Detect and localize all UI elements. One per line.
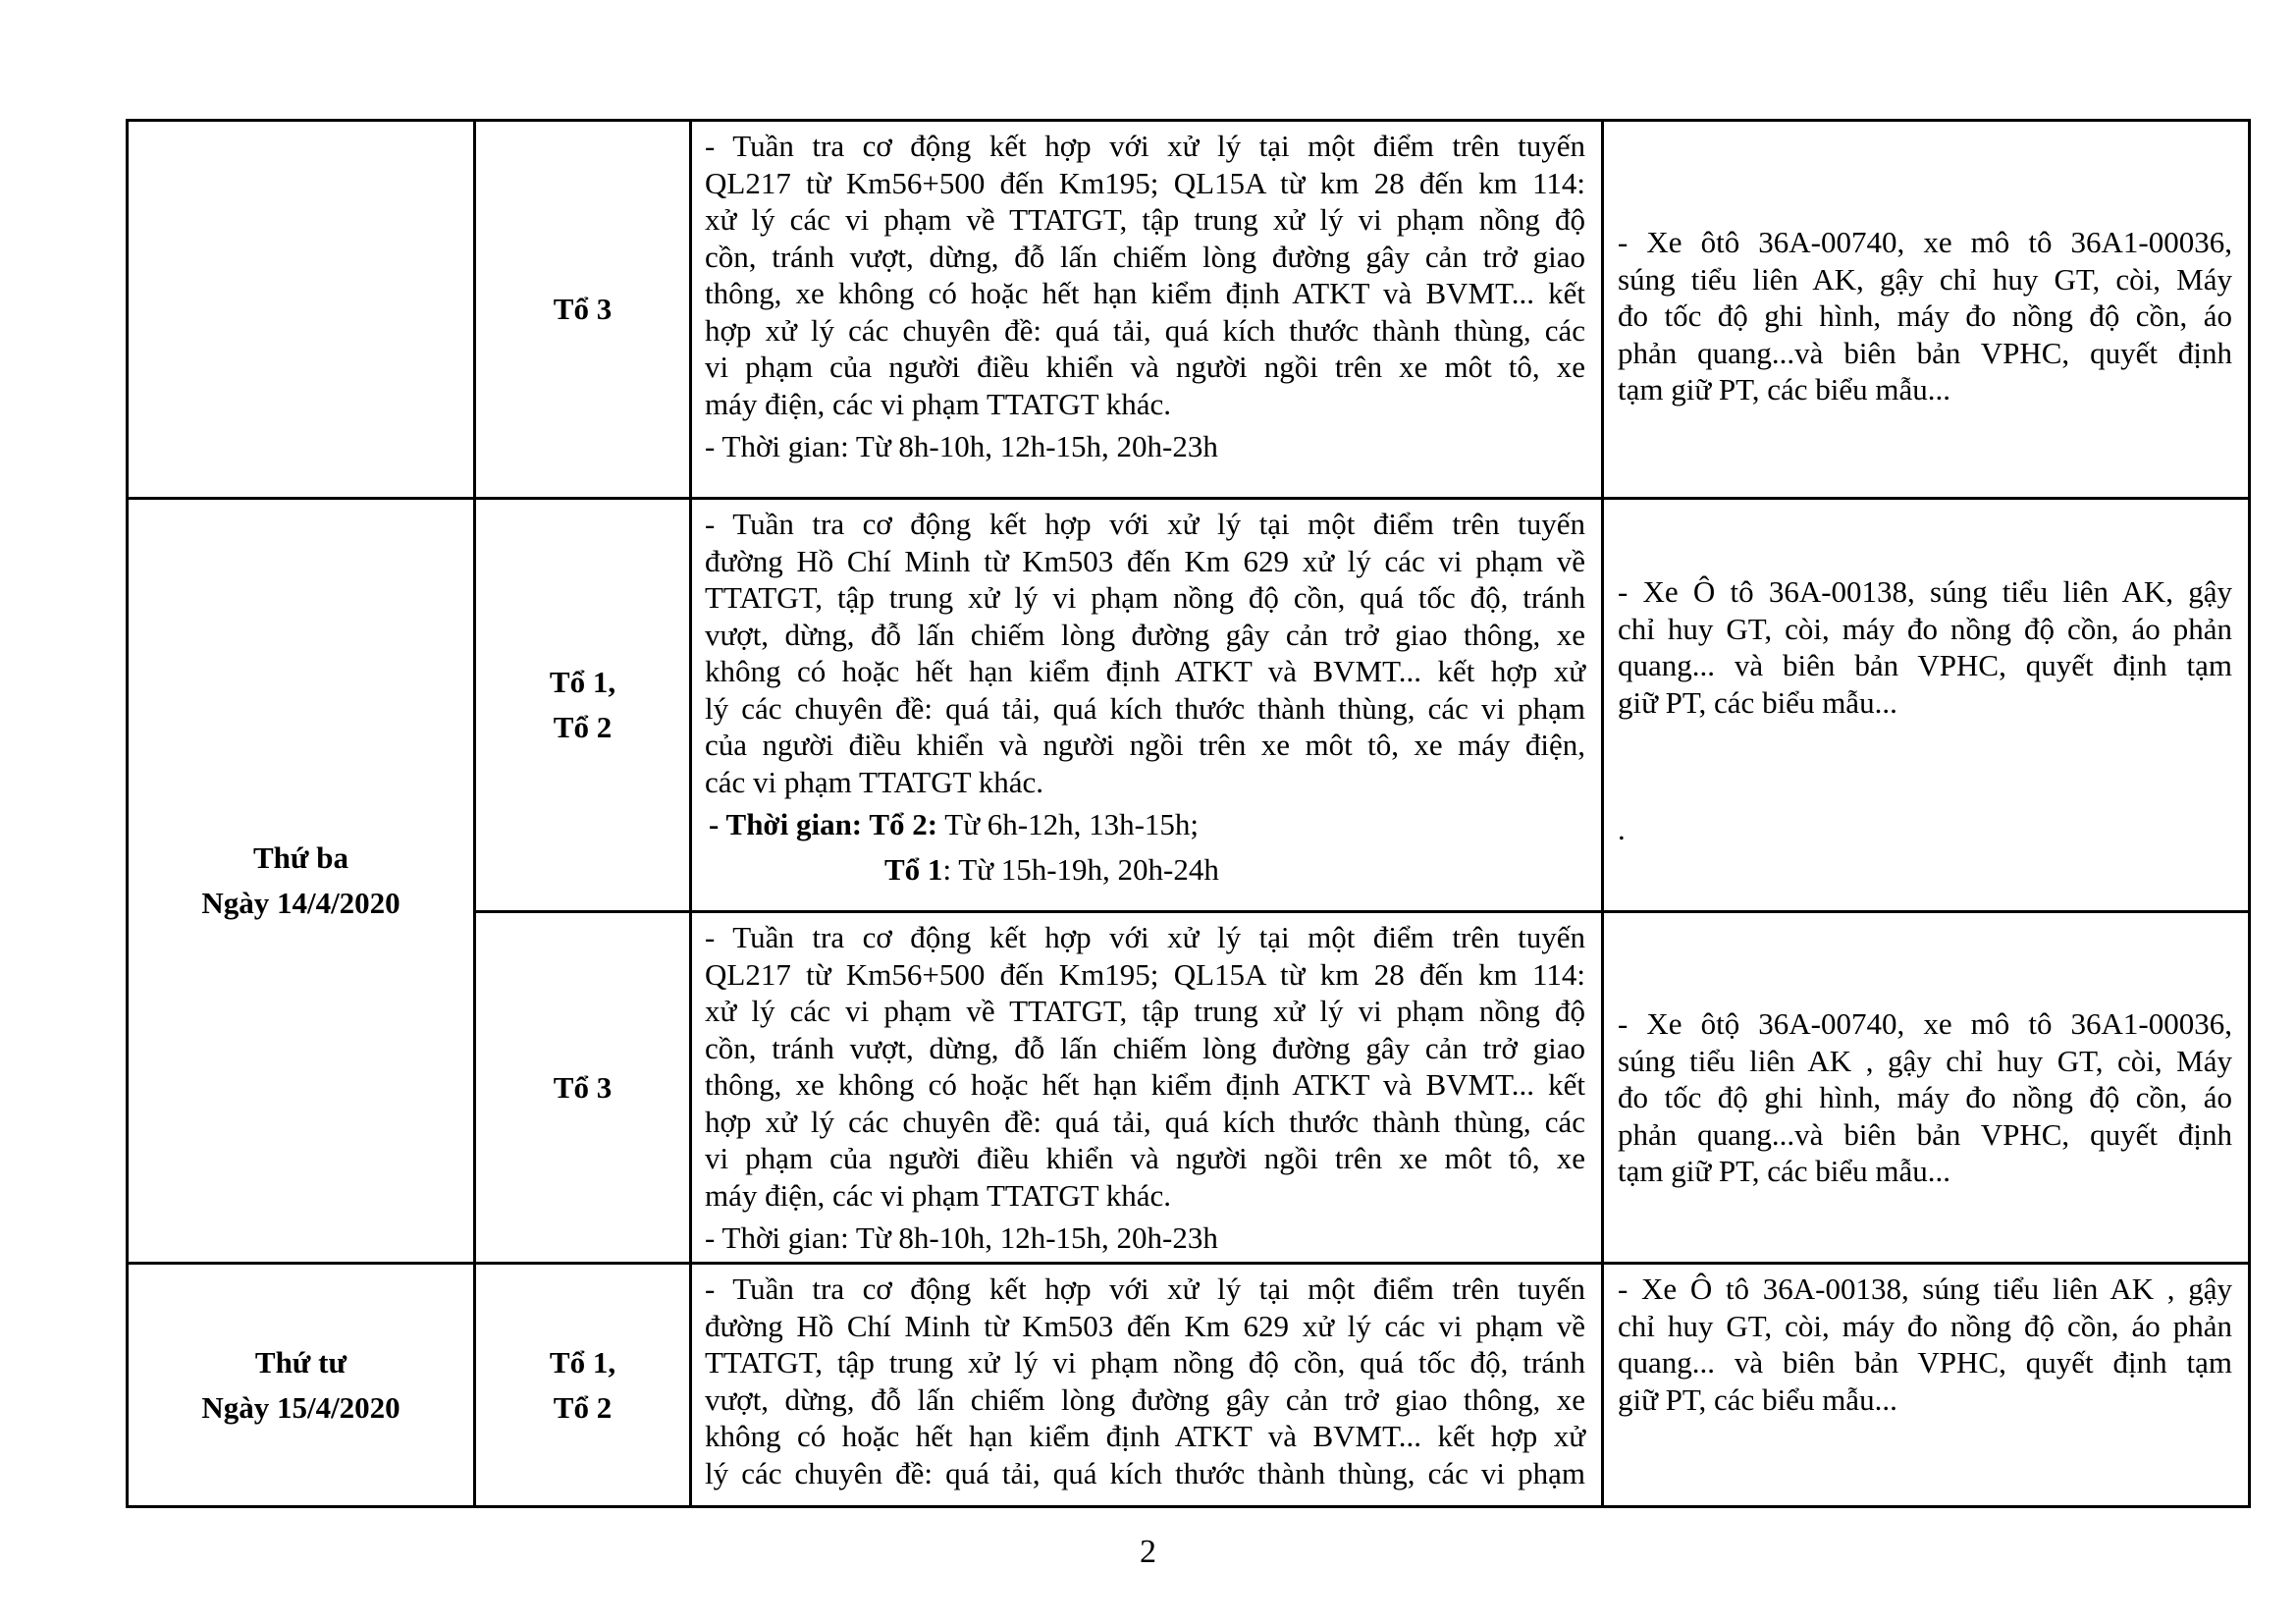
time-label: Tổ 1 bbox=[884, 851, 943, 887]
task-line: - Tuần tra cơ động kết hợp với xử lý tại một điểm trên tuyến bbox=[705, 920, 1585, 954]
task-line: không có hoặc hết hạn kiểm định ATKT và BVMT... kết hợp xử bbox=[705, 1419, 1585, 1453]
table-border-right bbox=[2248, 119, 2251, 1508]
task-line: TTATGT, tập trung xử lý vi phạm nồng độ cồn, quá tốc độ, tránh bbox=[705, 1345, 1585, 1380]
day-date: Ngày 14/4/2020 bbox=[201, 886, 400, 920]
task-line: cồn, tránh vượt, dừng, đỗ lấn chiếm lòng đường gây cản trở giao bbox=[705, 1030, 1585, 1065]
team-label: Tổ 1, bbox=[549, 665, 616, 699]
team-cell bbox=[476, 500, 689, 910]
equipment-line: chỉ huy GT, còi, máy đo nồng độ cồn, áo phản bbox=[1618, 1308, 2232, 1343]
equipment-line: - Xe Ô tô 36A-00138, súng tiểu liên AK, gậy bbox=[1618, 574, 2232, 609]
team-label: Tổ 2 bbox=[553, 1389, 613, 1425]
task-line: không có hoặc hết hạn kiểm định ATKT và BVMT... kết hợp xử bbox=[705, 654, 1585, 688]
table-border-top bbox=[126, 119, 2251, 122]
task-line: thông, xe không có hoặc hết hạn kiểm định ATKT và BVMT... kết bbox=[705, 276, 1585, 310]
equipment-line: súng tiểu liên AK, gậy chỉ huy GT, còi, Máy bbox=[1618, 261, 2232, 297]
team-cell bbox=[476, 913, 689, 1262]
task-line: QL217 từ Km56+500 đến Km195; QL15A từ km 28 đến km 114: bbox=[705, 165, 1585, 200]
task-line: đường Hồ Chí Minh từ Km503 đến Km 629 xử lý các vi phạm về bbox=[705, 1308, 1585, 1343]
task-line: thông, xe không có hoặc hết hạn kiểm định ATKT và BVMT... kết bbox=[705, 1067, 1585, 1102]
team-cell bbox=[476, 122, 689, 497]
equipment-cell bbox=[1618, 1005, 2232, 1190]
time-schedule: - Thời gian: Từ 8h-10h, 12h-15h, 20h-23h bbox=[705, 429, 1218, 463]
row-divider bbox=[473, 910, 2251, 913]
equipment-line: phản quang...và biên bản VPHC, quyết định bbox=[1618, 335, 2232, 370]
task-line: - Tuần tra cơ động kết hợp với xử lý tại một điểm trên tuyến bbox=[705, 507, 1585, 541]
time-value: : Từ 15h-19h, 20h-24h bbox=[942, 851, 1219, 887]
task-line: lý các chuyên đề: quá tải, quá kích thước thành thùng, các vi phạm bbox=[705, 1455, 1585, 1490]
equipment-dot: . bbox=[1618, 812, 1626, 846]
task-line: QL217 từ Km56+500 đến Km195; QL15A từ km 28 đến km 114: bbox=[705, 956, 1585, 992]
task-line: các vi phạm TTATGT khác. bbox=[705, 764, 1044, 799]
task-cell bbox=[705, 128, 1585, 465]
equipment-line: - Xe ôtô 36A-00740, xe mô tô 36A1-00036, bbox=[1618, 225, 2232, 259]
task-line: vi phạm của người điều khiển và người ngồi trên xe môt tô, xe bbox=[705, 350, 1585, 384]
day-cell bbox=[129, 1265, 473, 1505]
day-date: Ngày 15/4/2020 bbox=[201, 1389, 400, 1425]
equipment-cell bbox=[1618, 573, 2232, 721]
task-line: xử lý các vi phạm về TTATGT, tập trung xử lý vi phạm nồng độ bbox=[705, 202, 1585, 237]
time-schedule-2 bbox=[705, 851, 1585, 889]
equipment-note bbox=[1618, 811, 1657, 848]
equipment-cell bbox=[1618, 1271, 2232, 1418]
task-line: cồn, tránh vượt, dừng, đỗ lấn chiếm lòng đường gây cản trở giao bbox=[705, 239, 1585, 274]
page-number: 2 bbox=[1140, 1534, 1156, 1570]
equipment-line: tạm giữ PT, các biểu mẫu... bbox=[1618, 1154, 1951, 1188]
column-divider bbox=[1601, 119, 1604, 1508]
task-line: của người điều khiển và người ngồi trên xe môt tô, xe máy điện, bbox=[705, 728, 1585, 762]
team-label: Tổ 2 bbox=[553, 710, 613, 744]
task-line: máy điện, các vi phạm TTATGT khác. bbox=[705, 1177, 1172, 1213]
task-cell bbox=[705, 506, 1585, 888]
equipment-line: phản quang...và biên bản VPHC, quyết định bbox=[1618, 1116, 2232, 1152]
equipment-cell bbox=[1618, 224, 2232, 408]
task-line: - Tuần tra cơ động kết hợp với xử lý tại một điểm trên tuyến bbox=[705, 1272, 1585, 1306]
time-schedule bbox=[705, 806, 1585, 843]
task-line: máy điện, các vi phạm TTATGT khác. bbox=[705, 386, 1172, 421]
equipment-line: đo tốc độ ghi hình, máy đo nồng độ cồn, áo bbox=[1618, 1080, 2232, 1114]
equipment-line: - Xe ôtộ 36A-00740, xe mô tô 36A1-00036, bbox=[1618, 1006, 2232, 1041]
day-cell bbox=[129, 500, 473, 1262]
task-cell bbox=[705, 1271, 1585, 1491]
day-name: Thứ ba bbox=[252, 840, 348, 875]
task-cell bbox=[705, 919, 1585, 1257]
equipment-line: súng tiểu liên AK , gậy chỉ huy GT, còi, Máy bbox=[1618, 1043, 2232, 1078]
team-label: Tổ 1, bbox=[549, 1344, 616, 1380]
time-value: Từ 6h-12h, 13h-15h; bbox=[937, 807, 1200, 841]
equipment-line: giữ PT, các biểu mẫu... bbox=[1618, 1381, 1897, 1417]
time-schedule: - Thời gian: Từ 8h-10h, 12h-15h, 20h-23h bbox=[705, 1220, 1218, 1255]
equipment-line: chỉ huy GT, còi, máy đo nồng độ cồn, áo phản bbox=[1618, 611, 2232, 646]
task-line: đường Hồ Chí Minh từ Km503 đến Km 629 xử lý các vi phạm về bbox=[705, 543, 1585, 578]
equipment-line: tạm giữ PT, các biểu mẫu... bbox=[1618, 372, 1951, 406]
equipment-line: quang... và biên bản VPHC, quyết định tạm bbox=[1618, 1345, 2232, 1380]
equipment-line: quang... và biên bản VPHC, quyết định tạm bbox=[1618, 648, 2232, 682]
team-label: Tổ 3 bbox=[553, 1069, 613, 1105]
equipment-line: - Xe Ô tô 36A-00138, súng tiểu liên AK , gậy bbox=[1618, 1272, 2232, 1306]
task-line: vượt, dừng, đỗ lấn chiếm lòng đường gây cản trở giao thông, xe bbox=[705, 617, 1585, 652]
table-border-bottom bbox=[126, 1505, 2251, 1508]
column-divider bbox=[689, 119, 692, 1508]
day-name: Thứ tư bbox=[254, 1344, 347, 1380]
team-label: Tổ 3 bbox=[553, 292, 613, 326]
task-line: vi phạm của người điều khiển và người ngồi trên xe môt tô, xe bbox=[705, 1141, 1585, 1175]
task-line: lý các chuyên đề: quá tải, quá kích thước thành thùng, các vi phạm bbox=[705, 690, 1585, 726]
team-cell bbox=[476, 1265, 689, 1505]
task-line: TTATGT, tập trung xử lý vi phạm nồng độ cồn, quá tốc độ, tránh bbox=[705, 580, 1585, 615]
time-label: - Thời gian: Tổ 2: bbox=[709, 807, 938, 841]
task-line: - Tuần tra cơ động kết hợp với xử lý tại một điểm trên tuyến bbox=[705, 129, 1585, 163]
task-line: vượt, dừng, đỗ lấn chiếm lòng đường gây cản trở giao thông, xe bbox=[705, 1381, 1585, 1417]
task-line: xử lý các vi phạm về TTATGT, tập trung xử lý vi phạm nồng độ bbox=[705, 994, 1585, 1028]
task-line: hợp xử lý các chuyên đề: quá tải, quá kích thước thành thùng, các bbox=[705, 1104, 1585, 1139]
equipment-line: đo tốc độ ghi hình, máy đo nồng độ cồn, áo bbox=[1618, 298, 2232, 333]
equipment-line: giữ PT, các biểu mẫu... bbox=[1618, 684, 1897, 720]
task-line: hợp xử lý các chuyên đề: quá tải, quá kích thước thành thùng, các bbox=[705, 312, 1585, 348]
